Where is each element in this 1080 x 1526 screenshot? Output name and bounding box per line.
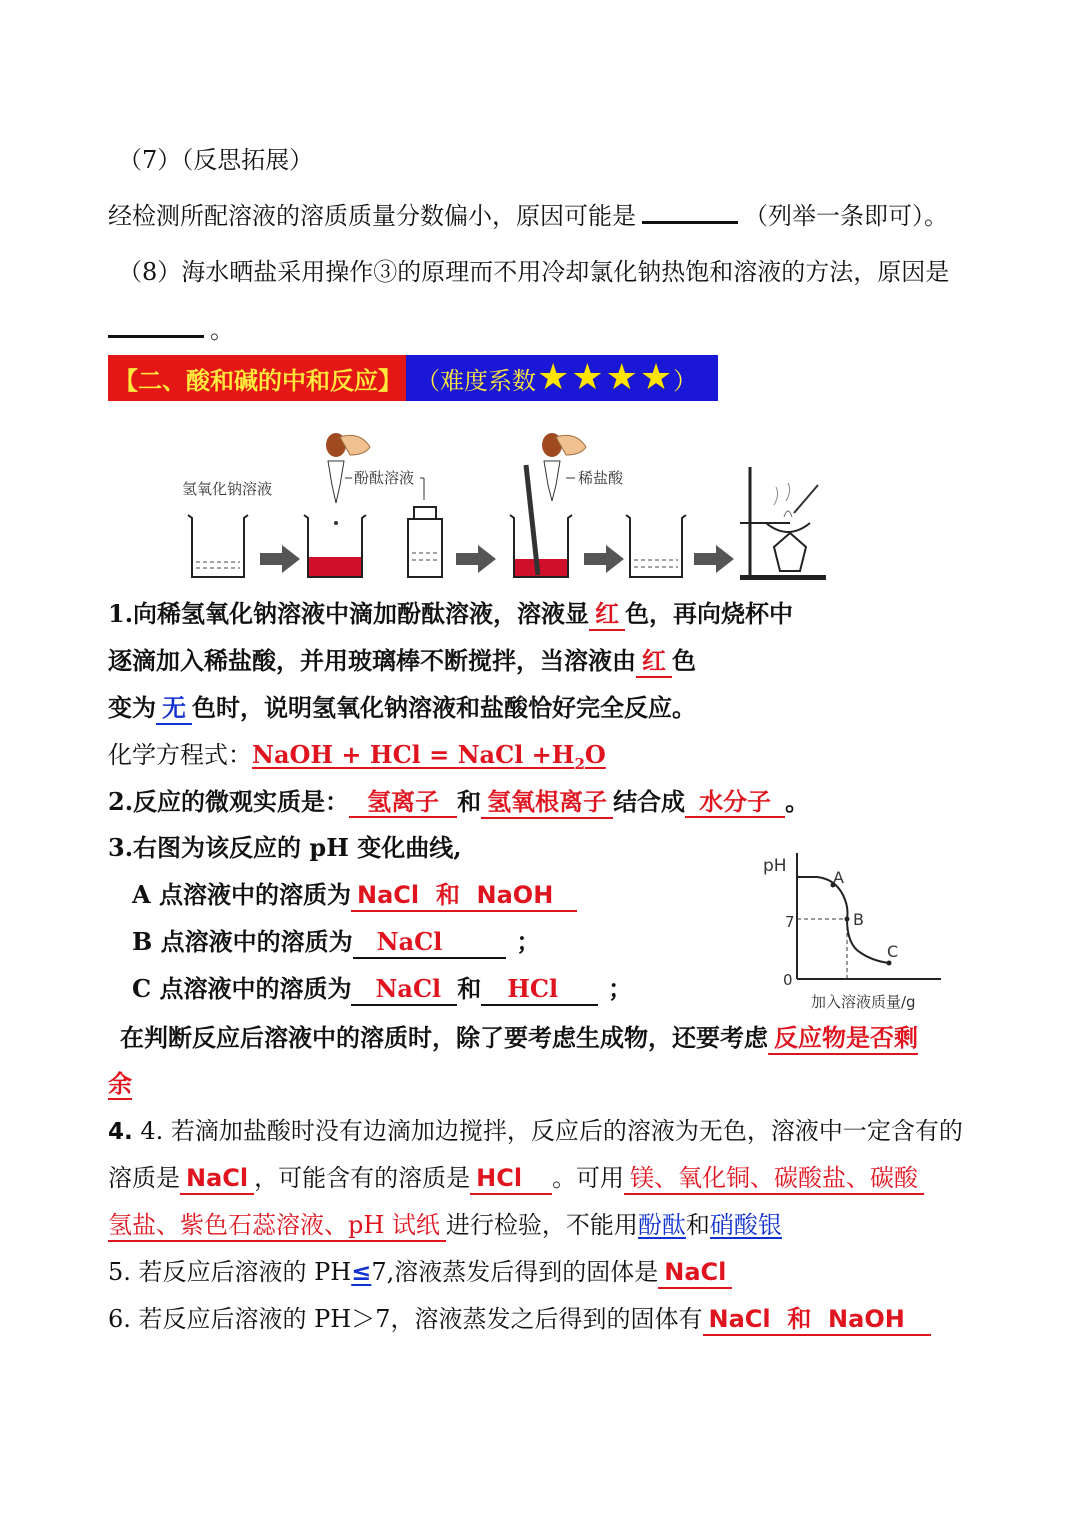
answer-3: 无 [156,693,192,725]
tick-0: 0 [783,971,793,989]
le-symbol: ≤ [351,1257,372,1286]
point-B [845,917,850,922]
p4-line3: 氢盐、紫色石蕊溶液、pH 试纸 进行检验，不能用酚酞和硝酸银 [108,1209,782,1241]
ph-curve [797,877,889,963]
p4-line1: 4. 4. 若滴加盐酸时没有边滴加边搅拌，反应后的溶液为无色，溶液中一定含有的 [108,1117,963,1145]
banner-title: 【二、酸和碱的中和反应】 [108,355,406,401]
p1-line1: 1.向稀氢氧化钠溶液中滴加酚酞溶液，溶液显 红 色，再向烧杯中 [108,598,793,630]
q7-heading: （7）（反思拓展） [118,146,314,174]
arrow-icon [456,545,496,573]
answer-B: NaCl [376,927,443,956]
answer-1: 红 [589,599,625,631]
answer-A: NaCl 和 NaOH [351,881,577,912]
star-icon: ★ [537,357,570,398]
answer-judge: 反应物是否剩 [768,1023,918,1055]
chemical-equation: NaOH + HCl = NaCl $+H_2O$ [252,740,606,773]
answer-C1: NaCl [375,974,442,1003]
ph-curve-chart [755,845,955,1015]
p3-B: B 点溶液中的溶质为 NaCl ； [132,926,540,958]
label-A: A [833,868,844,887]
p3-intro: 3.右图为该反应的 pH 变化曲线, [108,833,462,862]
link-phenolphthalein: 酚酞 [637,1211,686,1239]
answer-possible-solute: HCl [470,1164,552,1195]
link-silver-nitrate: 硝酸银 [709,1211,782,1239]
answer-test-reagents-cont: 氢盐、紫色石蕊溶液、pH 试纸 [108,1211,446,1242]
equation-line: 化学方程式：NaOH + HCl = NaCl $+H_2O$ [108,740,606,773]
answer-solids: NaCl 和 NaOH [703,1305,931,1336]
beaker-1 [188,515,248,577]
q8-blank-line: 。 [108,314,234,346]
arrow-icon [584,545,624,573]
dropper-2 [542,433,586,501]
answer-hydroxide-ion: 氢氧根离子 [481,787,613,819]
reagent-bottle [408,507,442,577]
point-C [887,961,892,966]
p3-judge: 在判断反应后溶液中的溶质时，除了要考虑生成物，还要考虑 反应物是否剩 [120,1022,918,1054]
answer-hydrogen-ion: 氢离子 [349,787,457,818]
answer-test-reagents: 镁、氧化铜、碳酸盐、碳酸 [624,1164,924,1195]
experiment-figure [170,425,830,585]
arrow-icon [260,545,300,573]
y-axis-label: pH [763,856,787,876]
p3-A: A 点溶液中的溶质为 NaCl 和 NaOH [132,879,577,911]
answer-C2: HCl [507,974,559,1003]
answer-water: 水分子 [685,787,785,818]
beaker-4 [626,515,686,577]
p3-C: C 点溶液中的溶质为 NaCl 和 HCl ； [132,973,632,1005]
p3-judge-cont: 余 [108,1069,132,1098]
answer-blank[interactable] [642,207,738,224]
p1-line3: 变为 无 色时，说明氢氧化钠溶液和盐酸恰好完全反应。 [108,692,696,724]
label-phenolphthalein: 酚酞溶液 [354,469,415,487]
answer-blank[interactable] [108,321,204,338]
answer-solid: NaCl [658,1258,732,1289]
section-banner [108,355,718,401]
star-icon: ★ [639,357,673,398]
p6-line: 6. 若反应后溶液的 PH＞7，溶液蒸发之后得到的固体有 NaCl 和 NaOH [108,1303,931,1335]
evaporation-apparatus [740,467,826,580]
x-axis-label: 加入溶液质量/g [811,993,916,1011]
arrow-icon [694,545,734,573]
answer-2: 红 [636,646,672,678]
q8-text: （8）海水晒盐采用操作③的原理而不用冷却氯化钠热饱和溶液的方法，原因是 [118,258,950,286]
tick-7: 7 [785,913,795,931]
p5-line: 5. 若反应后溶液的 PH≤7,溶液蒸发后得到的固体是 NaCl [108,1256,732,1288]
label-B: B [853,910,864,929]
label-hcl: 稀盐酸 [578,469,624,487]
p4-line2: 溶质是 NaCl ，可能含有的溶质是 HCl 。可用 镁、氧化铜、碳酸盐、碳酸 [108,1162,924,1194]
p1-line2: 逐滴加入稀盐酸，并用玻璃棒不断搅拌，当溶液由 红 色 [108,645,696,677]
beaker-3 [510,465,572,577]
answer-solute: NaCl [180,1164,254,1195]
star-icon: ★ [571,357,604,398]
banner-difficulty: （难度系数 ★★★★ ） [406,355,718,401]
q7-text: 经检测所配溶液的溶质质量分数偏小，原因可能是 （列举一条即可）。 [108,202,948,230]
star-icon: ★ [605,357,638,398]
label-C: C [887,942,899,961]
p2-line: 2.反应的微观实质是： 氢离子 和 氢氧根离子 结合成 水分子 。 [108,786,809,818]
label-naoh: 氢氧化钠溶液 [182,480,273,498]
stars [536,357,673,398]
